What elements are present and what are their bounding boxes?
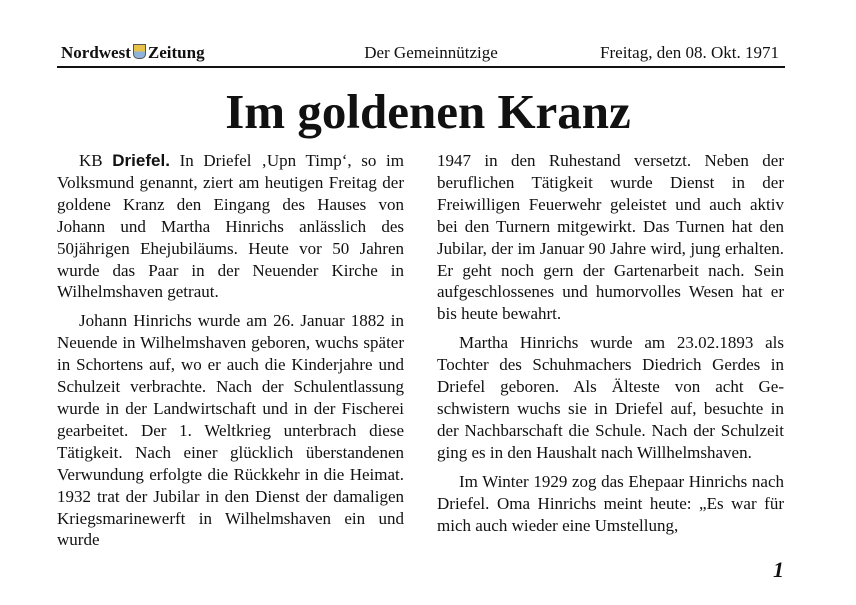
masthead-left: Nordwest [61, 43, 131, 62]
dateline-place: Driefel. [112, 151, 170, 170]
paragraph-winter: Im Winter 1929 zog das Ehepaar Hinrichs nach Driefel. Oma Hinrichs meint heute: „Es war für mich auch wieder eine Umstellung, [437, 471, 784, 535]
paragraph-intro-text: In Driefel ‚Upn Timp‘, so im Volksmund genannt, ziert am heutigen Freitag der goldene Kranz den Eingang des Hauses von Johann und Martha Hinrichs anlässlich des 50jährigen Ehejubiläums. Heute vor 50 Jahren wurde das Paar in der Neuender Kirche in Wilhelmshaven getraut. [57, 151, 404, 302]
article-headline: Im goldenen Kranz [225, 84, 631, 139]
paragraph-intro [57, 150, 404, 303]
section-name: Der Gemeinnützige [364, 43, 498, 62]
article-column-right [437, 150, 784, 543]
byline: KB [79, 151, 103, 170]
masthead-right: Zeitung [147, 43, 205, 62]
issue-date: Freitag, den 08. Okt. 1971 [600, 43, 779, 62]
paragraph-johann: Johann Hinrichs wurde am 26. Januar 1882 in Neuende in Wilhelmshaven geboren, wuchs später in Schortens auf, wo er auch die Kinderjahre und Schulzeit verbrachte. Nach der Schulentlassung wurde in der Landwirtschaft und in der Fischerei gearbeitet. Der 1. Weltkrieg unterbrach diese Tätigkeit. Nach einer glücklich überstandenen Verwundung erfolgte die Rückkehr in die Heimat. 1932 trat der Jubilar in den Dienst der damaligen Kriegsmarinewerft in Wilhelmshaven ein und wurde [57, 311, 404, 550]
paragraph-martha: Martha Hinrichs wurde am 23.02.1893 als Tochter des Schuhmachers Diedrich Gerdes in Driefel geboren. Als Älteste von acht Geschwistern wuchs sie in Driefel auf, besuchte in der Nachbarschaft die Schule. Nach der Schulzeit ging es in den Haushalt nach Willhelmshaven. [437, 333, 784, 462]
newspaper-header [57, 40, 785, 68]
paragraph-johann-continued: 1947 in den Ruhestand versetzt. Neben der beruflichen Tätigkeit wurde Dienst in der Freiwilligen Feuerwehr geleistet und auch aktiv bei den Turnern mitgewirkt. Das Turnen hat den Jubilar, der im Januar 90 Jahre wird, jung erhalten. Er geht noch gern der Gartenarbeit nach. Sein aufgeschlossenes und humorvolles Wesen hat er bis heute bewahrt. [437, 151, 784, 324]
page-number: 1 [773, 557, 784, 582]
article-column-left [57, 150, 404, 558]
